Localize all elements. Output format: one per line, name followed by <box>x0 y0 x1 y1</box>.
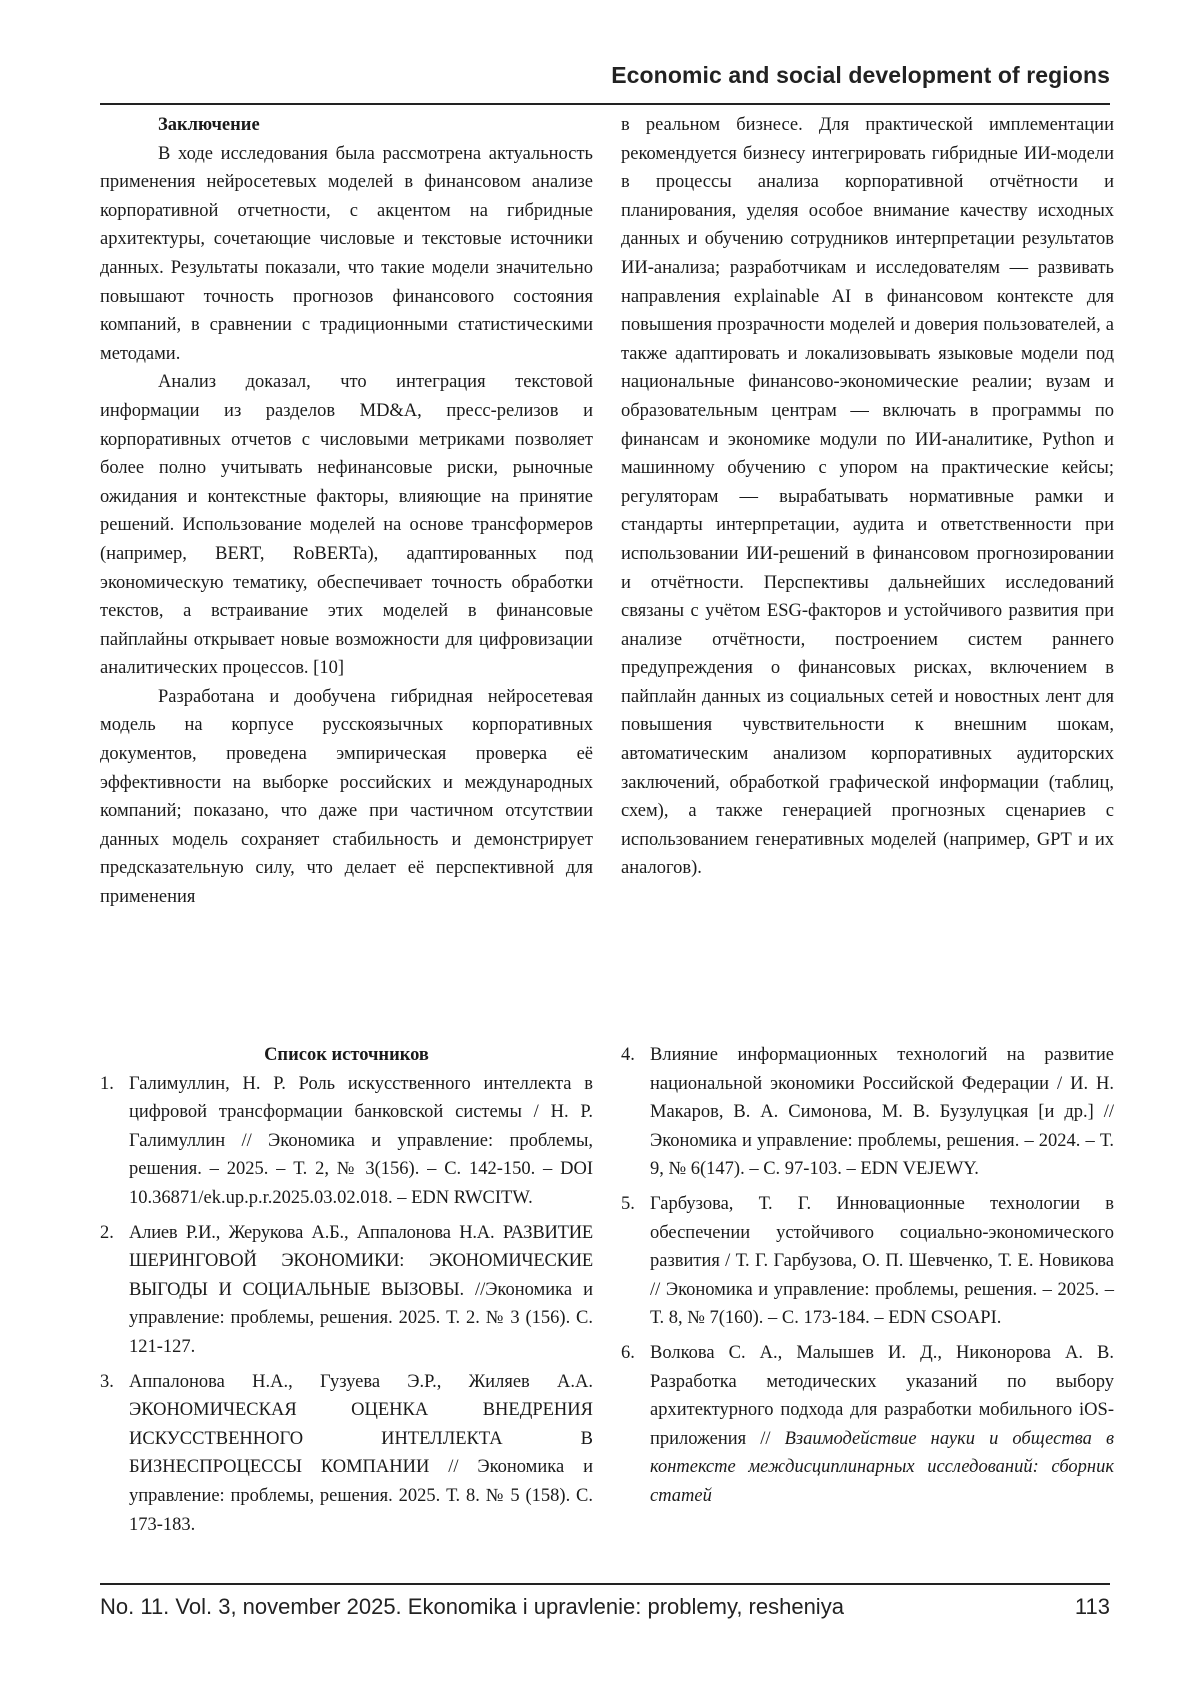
reference-text: Галимуллин, Н. Р. Роль искусственного интеллекта в цифровой трансформации банковской системы / Н. Р. Галимуллин // Экономика и управление: проблемы, решения. – 2025. – Т. 2, № 3(156). – С. 142-150. – DOI 10.36871/ek.up.p.r.2025.03.02.018. – EDN RWCITW. <box>129 1073 593 1208</box>
reference-number: 3. <box>100 1371 114 1392</box>
footer-citation: No. 11. Vol. 3, november 2025. Ekonomika i upravlenie: problemy, resheniya <box>100 1594 844 1619</box>
journal-running-head: Economic and social development of regions <box>611 62 1110 88</box>
footer-rule <box>100 1583 1110 1585</box>
reference-text: Гарбузова, Т. Г. Инновационные технологии в обеспечении устойчивого социально-экономического развития / Т. Г. Гарбузова, О. П. Шевченко, Т. Е. Новикова // Экономика и управление: проблемы, решения. – 2025. – Т. 8, № 7(160). – С. 173-184. – EDN CSOAPI. <box>650 1193 1114 1329</box>
conclusion-title: Заключение <box>158 115 260 135</box>
reference-number: 6. <box>621 1342 635 1363</box>
reference-text: Аппалонова Н.А., Гузуева Э.Р., Жиляев А.А. ЭКОНОМИЧЕСКАЯ ОЦЕНКА ВНЕДРЕНИЯ ИСКУССТВЕННОГО ИНТЕЛЛЕКТА В БИЗНЕСПРОЦЕССЫ КОМПАНИИ // Экономика и управление: проблемы, решения. 2025. Т. 8. № 5 (158). С. 173-183. <box>129 1371 593 1535</box>
reference-text: Влияние информационных технологий на развитие национальной экономики Российской Федерации / И. Н. Макаров, В. А. Симонова, М. В. Бузулуцкая [и др.] // Экономика и управление: проблемы, решения. – 2024. – Т. 9, № 6(147). – С. 97-103. – EDN VEJEWY. <box>650 1045 1114 1180</box>
references-list-right <box>621 1041 1114 1511</box>
references-left-column <box>100 1041 593 1545</box>
reference-number: 1. <box>100 1073 114 1094</box>
reference-item-4 <box>621 1041 1114 1184</box>
references-title: Список источников <box>264 1045 429 1065</box>
reference-text-rest: //Экономика и управление: проблемы, решения. 2025. Т. 2. № 3 (156). С. 121-127. <box>129 1279 593 1357</box>
conclusion-paragraph-1: В ходе исследования была рассмотрена актуальность применения нейросетевых моделей в финансовом анализе корпоративной отчетности, с акцентом на гибридные архитектуры, сочетающие числовые и текстовые источники данных. Результаты показали, что такие модели значительно повышают точность прогнозов финансового состояния компаний, в сравнении с традиционными статистическими методами. <box>100 143 593 364</box>
page-number: 113 <box>1074 1594 1110 1619</box>
page-footer <box>100 1594 1110 1620</box>
conclusion-paragraph-2: Анализ доказал, что интеграция текстовой информации из разделов MD&A, пресс-релизов и корпоративных отчетов с числовыми метриками позволяет более полно учитывать нефинансовые риски, рыночные ожидания и контекстные факторы, влияющие на принятие решений. Использование моделей на основе трансформеров (например, BERT, RoBERTa), адаптированных под экономическую тематику, обеспечивает точность обработки текстов, а встраивание этих моделей в финансовые пайплайны открывает новые возможности для цифровизации аналитических процессов. [10] <box>100 372 593 679</box>
conclusion-paragraph-3: Разработана и дообучена гибридная нейросетевая модель на корпусе русскоязычных корпоративных документов, проведена эмпирическая проверка её эффективности на выборке российских и международных компаний; показано, что даже при частичном отсутствии данных модель сохраняет стабильность и демонстрирует предсказательную силу, что делает её перспективной для применения <box>100 686 593 908</box>
reference-number: 4. <box>621 1045 635 1065</box>
reference-text-italic: Взаимодействие науки и общества в контексте междисциплинарных исследований: сборник статей <box>650 1428 1114 1506</box>
reference-text: Алиев Р.И., Жерукова А.Б., Аппалонова Н.А. РАЗВИТИЕ ШЕРИНГОВОЙ ЭКОНОМИКИ: ЭКОНОМИЧЕСКИЕ ВЫГОДЫ И СОЦИАЛЬНЫЕ ВЫЗОВЫ. <box>129 1222 593 1300</box>
reference-item-2 <box>100 1219 593 1362</box>
header-rule <box>100 103 1110 105</box>
conclusion-right-column <box>621 111 1114 883</box>
references-right-column <box>621 1041 1114 1517</box>
conclusion-paragraph-3-continued: в реальном бизнесе. Для практической имплементации рекомендуется бизнесу интегрировать гибридные ИИ-модели в процессы анализа корпоративной отчётности и планирования, уделяя особое внимание качеству исходных данных и обучению сотрудников интерпретации результатов ИИ-анализа; разработчикам и исследователям — развивать направления explainable AI в финансовом контексте для повышения прозрачности моделей и доверия пользователей, а также адаптировать и локализовывать языковые модели под национальные финансово-экономические реалии; вузам и образовательным центрам — включать в программы по финансам и экономике модули по ИИ-аналитике, Python и машинному обучению с упором на практические кейсы; регуляторам — вырабатывать нормативные рамки и стандарты интерпретации, аудита и ответственности при использовании ИИ-решений в финансовом прогнозировании и отчётности. Перспективы дальнейших исследований связаны с учётом ESG-факторов и устойчивого развития при анализе отчётности, построением систем раннего предупреждения о финансовых рисках, включением в пайплайн данных из социальных сетей и новостных лент для повышения чувствительности к внешним шокам, автоматическим анализом корпоративных аудиторских заключений, обработкой графической информации (таблиц, схем), а также генерацией прогнозных сценариев с использованием генеративных моделей (например, GPT и их аналогов). <box>621 115 1114 879</box>
reference-item-5 <box>621 1190 1114 1333</box>
reference-item-6 <box>621 1339 1114 1511</box>
conclusion-left-column <box>100 111 593 912</box>
references-list-left <box>100 1070 593 1540</box>
reference-number: 5. <box>621 1193 635 1214</box>
reference-text: Волкова С. А., Малышев И. Д., Никонорова А. В. Разработка методических указаний по выбору архитектурного подхода для разработки мобильного iOS-приложения // <box>650 1342 1114 1449</box>
reference-item-3 <box>100 1368 593 1540</box>
reference-item-1 <box>100 1070 593 1213</box>
reference-number: 2. <box>100 1222 114 1243</box>
